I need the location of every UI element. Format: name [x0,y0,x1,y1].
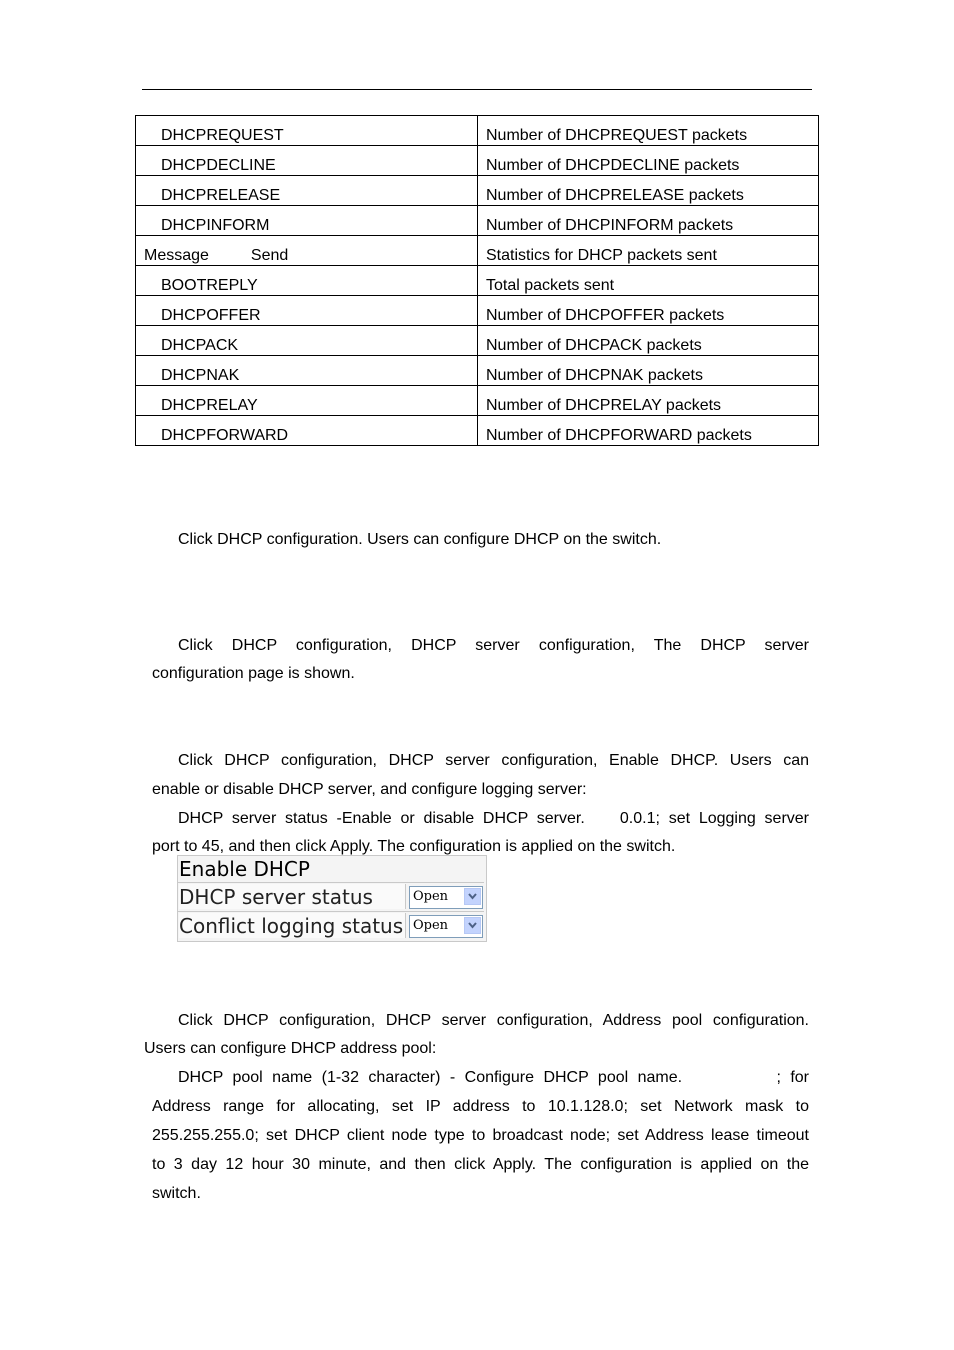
table-row [136,386,819,416]
field-cell: DHCPACK [161,337,239,354]
server-status-select[interactable] [409,886,483,909]
paragraph-address-pool-line2: Users can configure DHCP address pool: [144,1040,437,1057]
paragraph-enable-dhcp-line3: DHCP server status -Enable or disable DHCP server. 0.0.1; set Logging server [178,810,809,827]
description-cell: Number of DHCPREQUEST packets [478,116,819,146]
table-row [136,416,819,446]
paragraph-address-pool-line7: switch. [152,1185,201,1202]
description-cell: Number of DHCPOFFER packets [478,296,819,326]
description-cell: Number of DHCPRELAY packets [478,386,819,416]
chevron-down-icon[interactable] [464,917,481,934]
conflict-logging-row [178,911,484,940]
field-cell: Message [144,247,209,264]
description-cell: Number of DHCPNAK packets [478,356,819,386]
field-cell: DHCPINFORM [161,217,270,234]
description-cell: Statistics for DHCP packets sent [478,236,819,266]
description-cell: Total packets sent [478,266,819,296]
field-cell: BOOTREPLY [161,277,258,294]
table-row [136,356,819,386]
table-row [136,206,819,236]
paragraph-dhcp-config: Click DHCP configuration. Users can configure DHCP on the switch. [178,531,662,548]
server-status-row [178,882,484,911]
enable-dhcp-panel [177,855,487,942]
field-cell: DHCPRELAY [161,397,258,414]
table-row [136,236,819,266]
field-cell: DHCPREQUEST [161,127,284,144]
description-cell: Number of DHCPRELEASE packets [478,176,819,206]
table-row [136,116,819,146]
table-row [136,176,819,206]
paragraph-enable-dhcp-line4: port to 45, and then click Apply. The configuration is applied on the switch. [152,838,676,855]
conflict-logging-value: Open [413,918,449,933]
paragraph-server-config-line1: Click DHCP configuration, DHCP server configuration, The DHCP server [178,637,809,654]
header-rule [142,89,812,90]
paragraph-server-config-line2: configuration page is shown. [152,665,355,682]
description-cell: Number of DHCPDECLINE packets [478,146,819,176]
conflict-logging-select[interactable] [409,915,483,938]
conflict-logging-label: Conflict logging status [179,913,406,938]
description-cell: Number of DHCPFORWARD packets [478,416,819,446]
paragraph-address-pool-line1: Click DHCP configuration, DHCP server configuration, Address pool configuration. [178,1012,809,1029]
dhcp-statistics-table [135,115,819,446]
server-status-value: Open [413,889,449,904]
field-cell: DHCPOFFER [161,307,261,324]
field-cell: DHCPDECLINE [161,157,276,174]
table-row [136,146,819,176]
server-status-label: DHCP server status [179,884,406,909]
field-sub-cell: Send [250,247,289,264]
paragraph-enable-dhcp-line2: enable or disable DHCP server, and configure logging server: [152,781,587,798]
paragraph-address-pool-line6: to 3 day 12 hour 30 minute, and then click Apply. The configuration is applied on the [152,1156,809,1173]
table-row [136,296,819,326]
enable-dhcp-title: Enable DHCP [179,857,310,881]
description-cell: Number of DHCPACK packets [478,326,819,356]
paragraph-address-pool-line4: Address range for allocating, set IP address to 10.1.128.0; set Network mask to [152,1098,809,1115]
paragraph-enable-dhcp-line1: Click DHCP configuration, DHCP server configuration, Enable DHCP. Users can [178,752,809,769]
field-cell: DHCPFORWARD [161,427,289,444]
description-cell: Number of DHCPINFORM packets [478,206,819,236]
paragraph-address-pool-line3: DHCP pool name (1-32 character) - Configure DHCP pool name. ; for [178,1069,809,1086]
field-cell: DHCPRELEASE [161,187,281,204]
table-row [136,326,819,356]
field-cell: DHCPNAK [161,367,240,384]
table-row [136,266,819,296]
chevron-down-icon[interactable] [464,888,481,905]
paragraph-address-pool-line5: 255.255.255.0; set DHCP client node type to broadcast node; set Address lease timeout [152,1127,809,1144]
